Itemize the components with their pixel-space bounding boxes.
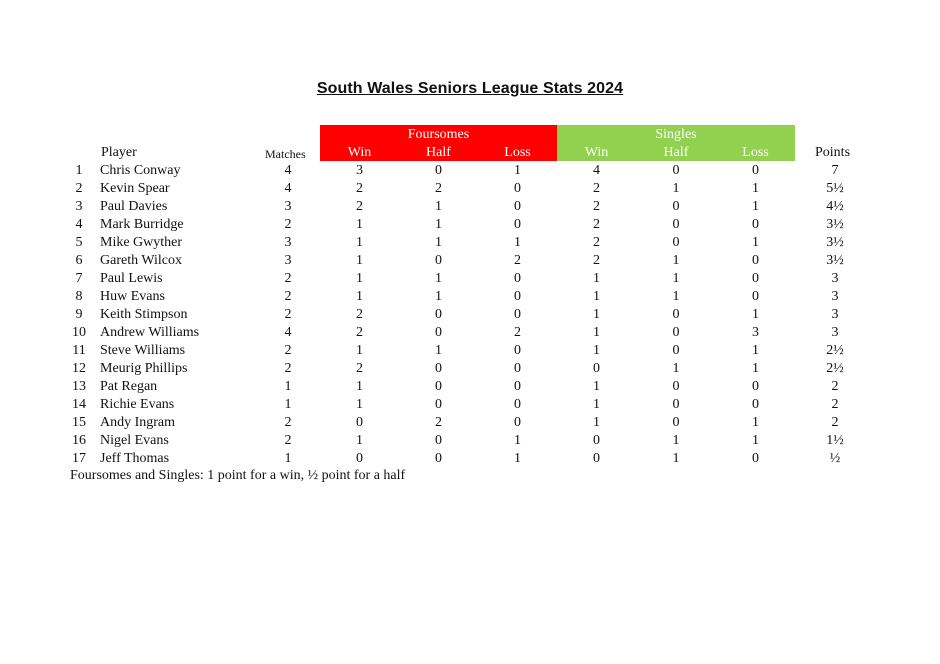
singles-win-cell: 1	[593, 379, 600, 394]
player-name-cell: Huw Evans	[100, 289, 165, 304]
table-row	[0, 288, 940, 306]
singles-loss-header: Loss	[742, 145, 769, 160]
foursomes-win-header: Win	[347, 145, 372, 160]
singles-half-cell: 1	[672, 181, 680, 196]
matches-cell: 2	[284, 289, 292, 304]
table-row	[0, 198, 940, 216]
player-name-cell: Keith Stimpson	[100, 307, 188, 322]
singles-label: Singles	[655, 127, 697, 142]
points-cell: 7	[831, 163, 839, 178]
foursomes-half-cell: 1	[435, 271, 442, 286]
matches-cell: 1	[284, 379, 292, 394]
foursomes-loss-cell: 1	[514, 451, 521, 466]
matches-cell: 3	[284, 253, 292, 268]
foursomes-loss-header: Loss	[504, 145, 531, 160]
rank-cell: 10	[72, 325, 86, 340]
player-name-cell: Chris Conway	[100, 163, 181, 178]
singles-win-cell: 1	[593, 397, 600, 412]
rank-cell: 13	[72, 379, 86, 394]
singles-win-cell: 1	[593, 343, 600, 358]
singles-win-cell: 2	[593, 235, 600, 250]
table-row	[0, 414, 940, 432]
rank-cell: 14	[72, 397, 86, 412]
singles-win-cell: 2	[593, 217, 600, 232]
player-name-cell: Mike Gwyther	[100, 235, 183, 250]
rank-cell: 12	[72, 361, 86, 376]
foursomes-half-cell: 1	[435, 343, 442, 358]
foursomes-win-cell: 1	[356, 271, 363, 286]
points-cell: 3	[831, 325, 839, 340]
singles-loss-cell: 0	[752, 379, 759, 394]
singles-loss-cell: 0	[752, 163, 759, 178]
rank-cell: 4	[75, 217, 83, 232]
matches-cell: 4	[284, 163, 292, 178]
singles-win-cell: 4	[593, 163, 600, 178]
points-cell: 3½	[826, 235, 844, 250]
singles-loss-cell: 1	[752, 199, 759, 214]
matches-cell: 1	[284, 397, 292, 412]
table-row	[0, 252, 940, 270]
matches-cell: 3	[284, 199, 292, 214]
points-cell: 2½	[826, 343, 844, 358]
points-cell: 3	[831, 307, 839, 322]
matches-cell: 2	[284, 433, 292, 448]
matches-cell: 2	[284, 361, 292, 376]
rank-cell: 16	[72, 433, 86, 448]
table-row	[0, 342, 940, 360]
singles-win-cell: 0	[593, 361, 600, 376]
singles-win-header: Win	[584, 145, 609, 160]
singles-loss-cell: 1	[752, 361, 759, 376]
player-name-cell: Meurig Phillips	[100, 361, 188, 376]
player-name-cell: Paul Davies	[100, 199, 168, 214]
matches-cell: 2	[284, 217, 292, 232]
foursomes-loss-cell: 0	[514, 361, 521, 376]
rank-cell: 6	[75, 253, 83, 268]
rank-cell: 5	[75, 235, 83, 250]
foursomes-half-cell: 0	[435, 451, 442, 466]
points-cell: 3	[831, 289, 839, 304]
singles-half-cell: 1	[672, 433, 680, 448]
matches-cell: 2	[284, 307, 292, 322]
singles-half-cell: 0	[672, 397, 680, 412]
foursomes-half-cell: 1	[435, 289, 442, 304]
player-name-cell: Gareth Wilcox	[100, 253, 182, 268]
foursomes-win-cell: 1	[356, 379, 363, 394]
foursomes-half-cell: 0	[435, 307, 442, 322]
foursomes-loss-cell: 0	[514, 343, 521, 358]
singles-half-cell: 1	[672, 271, 680, 286]
points-cell: 3½	[826, 253, 844, 268]
points-cell: 2	[831, 379, 839, 394]
foursomes-loss-cell: 0	[514, 199, 521, 214]
foursomes-loss-cell: 0	[514, 307, 521, 322]
player-column-header: Player	[101, 145, 137, 160]
player-name-cell: Nigel Evans	[100, 433, 169, 448]
table-row	[0, 396, 940, 414]
rank-cell: 17	[72, 451, 86, 466]
foursomes-loss-cell: 2	[514, 325, 521, 340]
singles-win-cell: 0	[593, 451, 600, 466]
table-row	[0, 162, 940, 180]
foursomes-half-cell: 1	[435, 235, 442, 250]
foursomes-win-cell: 3	[356, 163, 363, 178]
matches-column-header: Matches	[265, 147, 306, 161]
matches-cell: 2	[284, 271, 292, 286]
singles-loss-cell: 3	[752, 325, 759, 340]
points-cell: 2	[831, 415, 839, 430]
foursomes-half-cell: 0	[435, 379, 442, 394]
points-cell: 5½	[826, 181, 844, 196]
matches-cell: 1	[284, 451, 292, 466]
singles-half-header: Half	[663, 145, 689, 160]
points-cell: 4½	[826, 199, 844, 214]
table-row	[0, 234, 940, 252]
singles-half-cell: 1	[672, 451, 680, 466]
singles-half-cell: 0	[672, 217, 680, 232]
player-name-cell: Andrew Williams	[100, 325, 200, 340]
player-name-cell: Steve Williams	[100, 343, 186, 358]
singles-win-cell: 1	[593, 325, 600, 340]
rank-cell: 11	[72, 343, 86, 358]
singles-half-cell: 0	[672, 199, 680, 214]
matches-cell: 4	[284, 325, 292, 340]
foursomes-loss-cell: 2	[514, 253, 521, 268]
singles-half-cell: 1	[672, 253, 680, 268]
points-cell: 3½	[826, 217, 844, 232]
scoring-footnote: Foursomes and Singles: 1 point for a win, ½ point for a half	[70, 468, 406, 483]
foursomes-win-cell: 2	[356, 199, 363, 214]
foursomes-win-cell: 1	[356, 397, 363, 412]
foursomes-loss-cell: 1	[514, 433, 521, 448]
singles-half-cell: 0	[672, 307, 680, 322]
foursomes-half-cell: 0	[435, 253, 442, 268]
singles-half-cell: 0	[672, 325, 680, 340]
foursomes-half-cell: 1	[435, 199, 442, 214]
points-cell: ½	[829, 451, 841, 466]
points-cell: 2½	[826, 361, 844, 376]
matches-cell: 2	[284, 415, 292, 430]
singles-loss-cell: 1	[752, 181, 759, 196]
rank-cell: 15	[72, 415, 86, 430]
player-name-cell: Mark Burridge	[100, 217, 184, 232]
foursomes-half-cell: 0	[435, 397, 442, 412]
singles-win-cell: 1	[593, 289, 600, 304]
singles-loss-cell: 0	[752, 451, 759, 466]
page-title: South Wales Seniors League Stats 2024	[316, 80, 624, 97]
points-cell: 2	[831, 397, 839, 412]
singles-loss-cell: 0	[752, 217, 759, 232]
rank-cell: 7	[75, 271, 83, 286]
table-row	[0, 270, 940, 288]
points-cell: 1½	[826, 433, 844, 448]
foursomes-loss-cell: 0	[514, 379, 521, 394]
foursomes-loss-cell: 0	[514, 271, 521, 286]
foursomes-win-cell: 1	[356, 289, 363, 304]
foursomes-win-cell: 0	[356, 415, 363, 430]
singles-loss-cell: 0	[752, 289, 759, 304]
player-name-cell: Andy Ingram	[100, 415, 176, 430]
rank-cell: 8	[75, 289, 83, 304]
foursomes-half-cell: 0	[435, 361, 442, 376]
table-row	[0, 324, 940, 342]
table-row	[0, 450, 940, 468]
singles-win-cell: 1	[593, 271, 600, 286]
foursomes-half-cell: 0	[435, 433, 442, 448]
matches-cell: 4	[284, 181, 292, 196]
foursomes-loss-cell: 0	[514, 415, 521, 430]
table-row	[0, 216, 940, 234]
singles-half-cell: 0	[672, 163, 680, 178]
player-name-cell: Paul Lewis	[100, 271, 163, 286]
singles-win-cell: 0	[593, 433, 600, 448]
table-row	[0, 432, 940, 450]
foursomes-loss-cell: 1	[514, 163, 521, 178]
rank-cell: 2	[75, 181, 83, 196]
foursomes-half-header: Half	[426, 145, 451, 160]
foursomes-label: Foursomes	[407, 127, 470, 142]
foursomes-loss-cell: 0	[514, 217, 521, 232]
table-row	[0, 306, 940, 324]
singles-loss-cell: 1	[752, 235, 759, 250]
foursomes-win-cell: 2	[356, 181, 363, 196]
foursomes-half-cell: 0	[435, 163, 442, 178]
singles-loss-cell: 0	[752, 397, 759, 412]
foursomes-win-cell: 1	[356, 433, 363, 448]
singles-half-cell: 0	[672, 415, 680, 430]
player-name-cell: Richie Evans	[100, 397, 175, 412]
singles-loss-cell: 1	[752, 343, 759, 358]
player-name-cell: Jeff Thomas	[100, 451, 170, 466]
points-column-header: Points	[815, 145, 851, 160]
foursomes-half-cell: 0	[435, 325, 442, 340]
foursomes-loss-cell: 0	[514, 181, 521, 196]
singles-half-cell: 0	[672, 379, 680, 394]
foursomes-half-cell: 2	[435, 415, 442, 430]
singles-half-cell: 1	[672, 289, 680, 304]
player-name-cell: Pat Regan	[100, 379, 158, 394]
foursomes-win-cell: 1	[356, 253, 363, 268]
rank-cell: 3	[75, 199, 83, 214]
singles-loss-cell: 1	[752, 415, 759, 430]
table-row	[0, 378, 940, 396]
foursomes-win-cell: 1	[356, 217, 363, 232]
singles-half-cell: 1	[672, 361, 680, 376]
foursomes-half-cell: 2	[435, 181, 442, 196]
singles-loss-cell: 1	[752, 433, 759, 448]
player-name-cell: Kevin Spear	[100, 181, 170, 196]
foursomes-loss-cell: 1	[514, 235, 521, 250]
foursomes-win-cell: 2	[356, 307, 363, 322]
singles-win-cell: 2	[593, 253, 600, 268]
singles-loss-cell: 0	[752, 271, 759, 286]
singles-win-cell: 2	[593, 181, 600, 196]
foursomes-win-cell: 1	[356, 343, 363, 358]
table-row	[0, 180, 940, 198]
singles-win-cell: 2	[593, 199, 600, 214]
rank-cell: 1	[75, 163, 83, 178]
foursomes-win-cell: 1	[356, 235, 363, 250]
matches-cell: 2	[284, 343, 292, 358]
foursomes-win-cell: 0	[356, 451, 363, 466]
singles-half-cell: 0	[672, 235, 680, 250]
foursomes-loss-cell: 0	[514, 397, 521, 412]
singles-win-cell: 1	[593, 307, 600, 322]
foursomes-half-cell: 1	[435, 217, 442, 232]
points-cell: 3	[831, 271, 839, 286]
foursomes-win-cell: 2	[356, 361, 363, 376]
matches-cell: 3	[284, 235, 292, 250]
table-row	[0, 360, 940, 378]
foursomes-loss-cell: 0	[514, 289, 521, 304]
foursomes-win-cell: 2	[356, 325, 363, 340]
rank-cell: 9	[75, 307, 83, 322]
singles-half-cell: 0	[672, 343, 680, 358]
singles-loss-cell: 0	[752, 253, 759, 268]
singles-loss-cell: 1	[752, 307, 759, 322]
singles-win-cell: 1	[593, 415, 600, 430]
